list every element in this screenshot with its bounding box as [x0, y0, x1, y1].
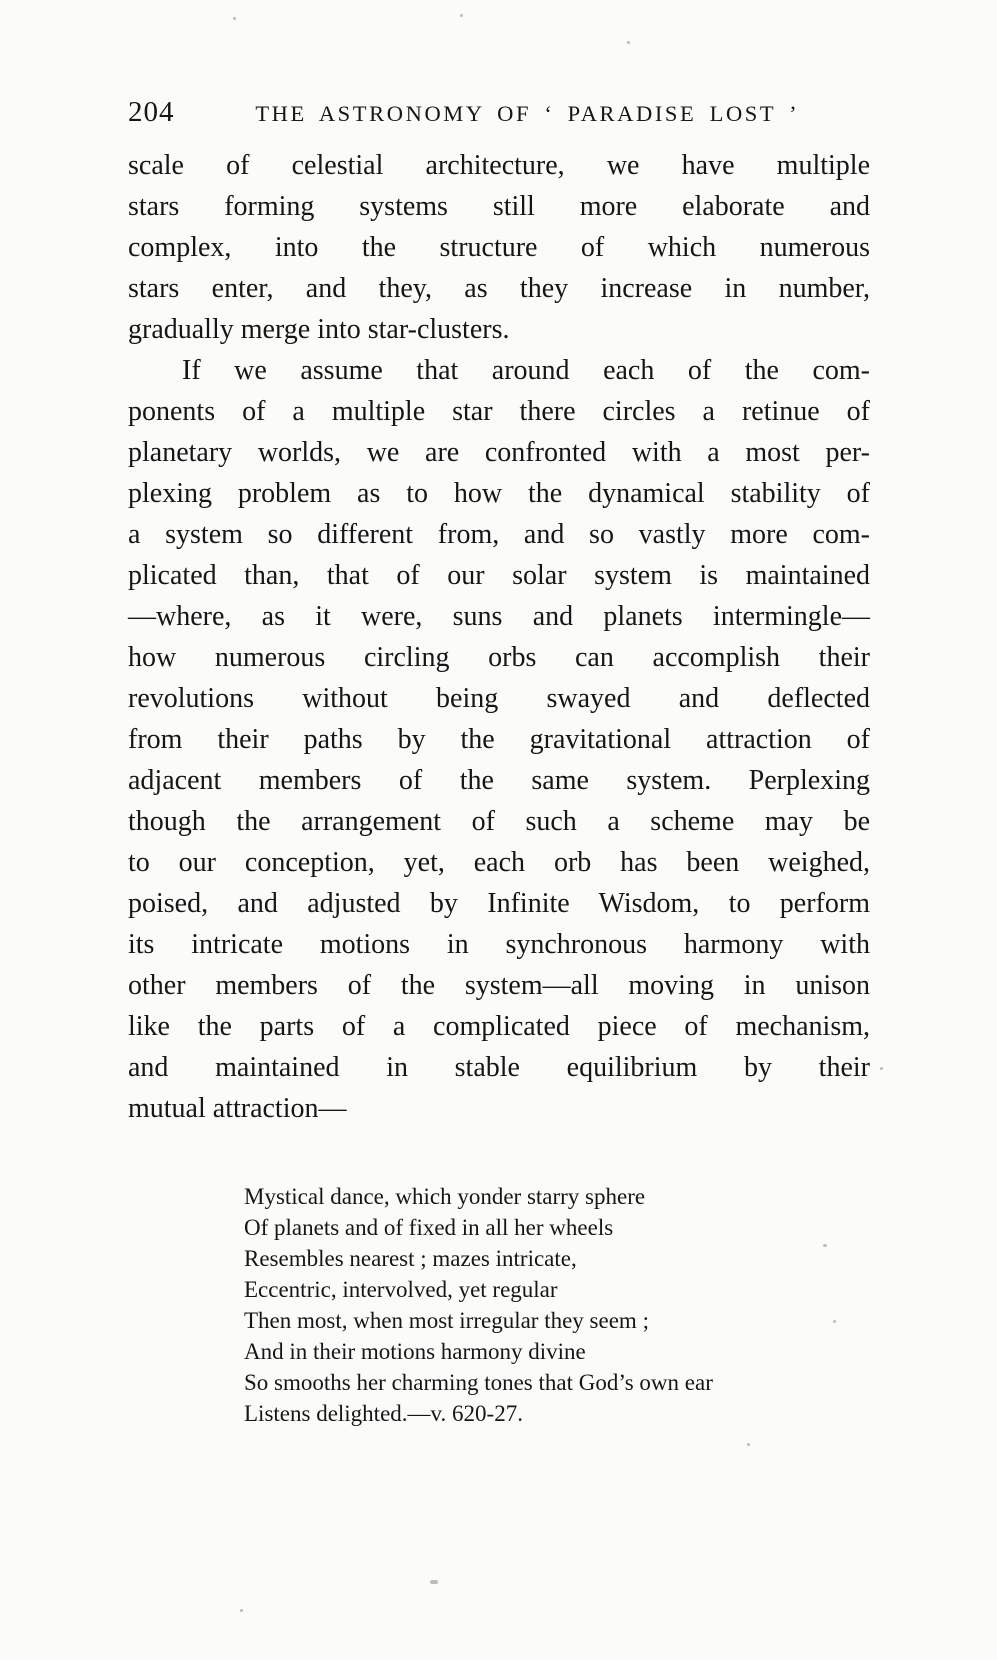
text-line: Listens delighted.—v. 620-27.: [244, 1401, 523, 1426]
text-line: stars enter, and they, as they increase in number,: [128, 273, 870, 304]
text-line: scale of celestial architecture, we have multiple: [128, 150, 870, 181]
text-line: plexing problem as to how the dynamical stability of: [128, 478, 870, 509]
scan-speck: [880, 1067, 883, 1070]
scan-speck: [833, 1320, 836, 1323]
text-line: from their paths by the gravitational attraction of: [128, 724, 870, 755]
text-line: gradually merge into star-clusters.: [128, 314, 510, 345]
page-number: 204: [128, 96, 175, 128]
text-line: —where, as it were, suns and planets intermingle—: [128, 601, 870, 632]
running-title: THE ASTRONOMY OF ‘ PARADISE LOST ’: [255, 101, 800, 126]
text-line: Then most, when most irregular they seem ;: [244, 1308, 649, 1333]
poem-quote: [244, 1181, 870, 1429]
paragraph: [128, 350, 870, 1129]
body-text: [128, 145, 870, 1129]
text-line: So smooths her charming tones that God’s own ear: [244, 1370, 713, 1395]
text-line: like the parts of a complicated piece of mechanism,: [128, 1011, 870, 1042]
scan-speck: [233, 17, 236, 20]
text-line: a system so different from, and so vastly more com-: [128, 519, 870, 550]
scan-speck: [430, 1580, 438, 1584]
text-line: to our conception, yet, each orb has been weighed,: [128, 847, 870, 878]
scan-speck: [747, 1443, 750, 1446]
text-line: other members of the system—all moving in unison: [128, 970, 870, 1001]
text-line: stars forming systems still more elaborate and: [128, 191, 870, 222]
text-line: And in their motions harmony divine: [244, 1339, 586, 1364]
text-line: Eccentric, intervolved, yet regular: [244, 1277, 558, 1302]
paragraph: [128, 145, 870, 350]
text-line: revolutions without being swayed and deflected: [128, 683, 870, 714]
page-content: [128, 96, 870, 1429]
text-line: Resembles nearest ; mazes intricate,: [244, 1246, 577, 1271]
scan-speck: [823, 1244, 827, 1247]
text-line: complex, into the structure of which numerous: [128, 232, 870, 263]
page-header: [128, 96, 870, 129]
text-line: adjacent members of the same system. Perplexing: [128, 765, 870, 796]
text-line: how numerous circling orbs can accomplish their: [128, 642, 870, 673]
text-line: planetary worlds, we are confronted with a most per-: [128, 437, 870, 468]
text-line: If we assume that around each of the com-: [182, 355, 870, 386]
text-line: poised, and adjusted by Infinite Wisdom, to perform: [128, 888, 870, 919]
scan-speck: [460, 14, 463, 17]
text-line: mutual attraction—: [128, 1093, 347, 1124]
text-line: ponents of a multiple star there circles a retinue of: [128, 396, 870, 427]
text-line: its intricate motions in synchronous harmony with: [128, 929, 870, 960]
scan-speck: [240, 1609, 243, 1612]
text-line: Of planets and of fixed in all her wheels: [244, 1215, 614, 1240]
text-line: Mystical dance, which yonder starry sphere: [244, 1184, 646, 1209]
text-line: though the arrangement of such a scheme may be: [128, 806, 870, 837]
text-line: plicated than, that of our solar system is maintained: [128, 560, 870, 591]
scan-speck: [627, 41, 630, 44]
text-line: and maintained in stable equilibrium by their: [128, 1052, 870, 1083]
